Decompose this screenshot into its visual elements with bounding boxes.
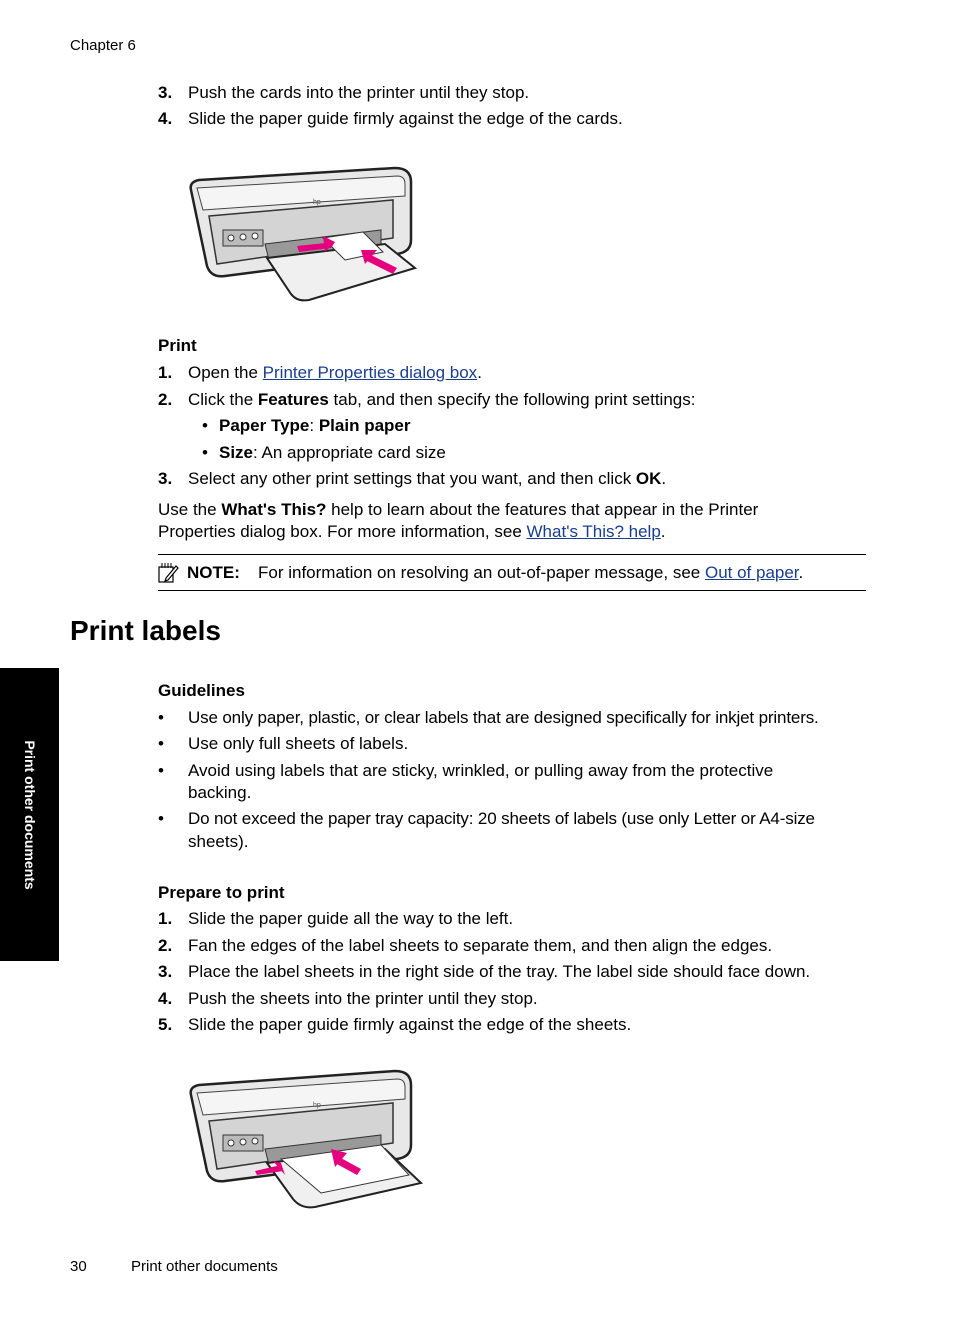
setting-label: Size	[219, 443, 254, 462]
help-paragraph-line1	[158, 500, 758, 520]
para-text: .	[660, 522, 666, 541]
side-tab-label: Print other documents	[21, 739, 38, 890]
prepare-heading: Prepare to print	[158, 883, 285, 902]
note-prefix: For information on resolving an out-of-paper message, see	[258, 563, 705, 582]
bullet-mark: •	[202, 443, 208, 462]
list-item-continuation: backing.	[188, 783, 252, 802]
setting-label: Paper Type	[219, 416, 310, 435]
step-text: Place the label sheets in the right side of the tray. The label side should face down.	[188, 962, 811, 981]
list-item: Use only full sheets of labels.	[188, 734, 409, 753]
list-item: Avoid using labels that are sticky, wrinkled, or pulling away from the protective	[188, 761, 774, 780]
printer-properties-link[interactable]: Printer Properties dialog box	[262, 363, 478, 382]
page-number: 30	[70, 1258, 87, 1275]
step-text	[188, 390, 695, 410]
step-text	[188, 363, 482, 383]
step-suffix: .	[661, 469, 667, 488]
step-number: 1.	[158, 909, 173, 928]
svg-text:hp: hp	[313, 1102, 321, 1109]
whats-this-help-link[interactable]: What's This? help	[526, 522, 661, 541]
step-suffix: tab, and then specify the following print settings:	[328, 390, 696, 409]
setting-value: Plain paper	[318, 416, 411, 435]
note-text	[258, 563, 803, 583]
step-number: 3.	[158, 469, 173, 488]
bullet-text	[219, 416, 410, 436]
help-paragraph-line2	[158, 522, 666, 542]
whats-this-name: What's This?	[221, 500, 327, 519]
bullet-mark: •	[158, 708, 164, 727]
step-number: 2.	[158, 936, 173, 955]
note-box	[158, 554, 866, 591]
step-number: 4.	[158, 109, 173, 128]
step-prefix: Click the	[188, 390, 258, 409]
step-text: Slide the paper guide firmly against the edge of the sheets.	[188, 1015, 632, 1034]
note-icon	[158, 562, 180, 584]
para-text: help to learn about the features that appear in the Printer	[326, 500, 759, 519]
note-label: NOTE:	[187, 563, 240, 582]
step-suffix: .	[477, 363, 482, 382]
step-text	[188, 469, 666, 489]
step-text: Fan the edges of the label sheets to separate them, and then align the edges.	[188, 936, 773, 955]
list-item: Use only paper, plastic, or clear labels that are designed specifically for inkjet printers.	[188, 708, 819, 727]
step-text: Slide the paper guide all the way to the left.	[188, 909, 514, 928]
para-text: Use the	[158, 500, 222, 519]
step-number: 3.	[158, 83, 173, 102]
printer-illustration-cards	[185, 160, 417, 306]
step-number: 5.	[158, 1015, 173, 1034]
bullet-mark: •	[202, 416, 208, 435]
section-title: Print labels	[70, 615, 221, 646]
step-text: Push the sheets into the printer until they stop.	[188, 989, 538, 1008]
svg-text:hp: hp	[313, 199, 321, 206]
setting-value: : An appropriate card size	[253, 443, 446, 462]
step-number: 4.	[158, 989, 173, 1008]
step-text: Push the cards into the printer until they stop.	[188, 83, 530, 102]
features-tab-name: Features	[257, 390, 329, 409]
step-number: 2.	[158, 390, 173, 409]
note-suffix: .	[798, 563, 804, 582]
step-text: Slide the paper guide firmly against the edge of the cards.	[188, 109, 623, 128]
step-prefix: Open the	[188, 363, 263, 382]
para-text: Properties dialog box. For more information, see	[158, 522, 527, 541]
setting-separator: :	[309, 416, 319, 435]
footer-title: Print other documents	[131, 1258, 278, 1275]
side-tab	[0, 668, 59, 961]
bullet-text	[219, 443, 446, 463]
step-prefix: Select any other print settings that you want, and then click	[188, 469, 636, 488]
chapter-header: Chapter 6	[70, 37, 136, 54]
list-item-continuation: sheets).	[188, 832, 249, 851]
bullet-mark: •	[158, 734, 164, 753]
step-number: 3.	[158, 962, 173, 981]
print-heading: Print	[158, 336, 197, 355]
step-number: 1.	[158, 363, 173, 382]
list-item: Do not exceed the paper tray capacity: 20 sheets of labels (use only Letter or A4-size	[188, 809, 815, 828]
out-of-paper-link[interactable]: Out of paper	[704, 563, 799, 582]
ok-button-name: OK	[635, 469, 662, 488]
bullet-mark: •	[158, 809, 164, 828]
bullet-mark: •	[158, 761, 164, 780]
guidelines-heading: Guidelines	[158, 681, 245, 700]
printer-illustration-labels	[185, 1065, 425, 1211]
